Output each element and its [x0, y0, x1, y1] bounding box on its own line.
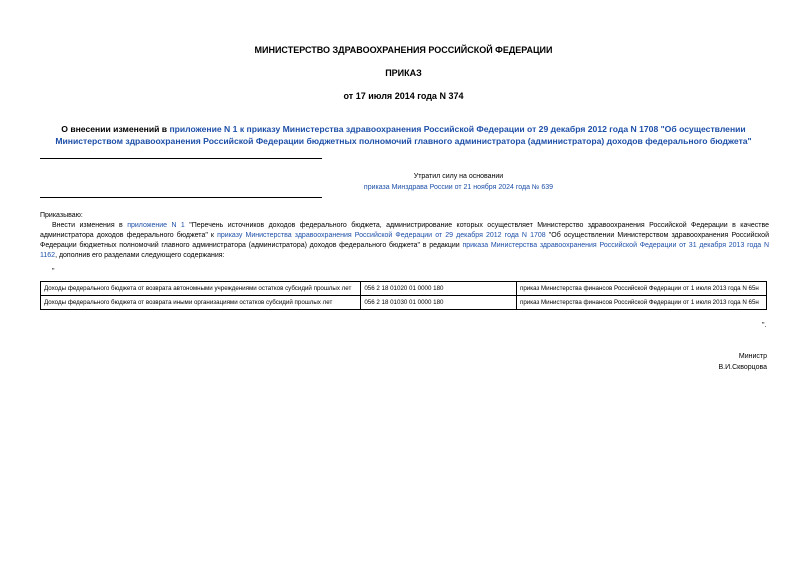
- document-date-number: от 17 июля 2014 года N 374: [343, 91, 464, 101]
- para-text-end: , дополнив его разделами следующего содержания:: [55, 252, 225, 259]
- income-description: Доходы федерального бюджета от возврата автономными учреждениями остатков субсидий прошлых лет: [41, 282, 361, 296]
- closing-quote: ".: [762, 322, 767, 329]
- body-paragraph: [40, 221, 769, 261]
- para-link-order-1708[interactable]: приказу Министерства здравоохранения Российской Федерации от 29 декабря 2012 года N 1708: [217, 232, 546, 239]
- legal-basis: приказ Министерства финансов Российской Федерации от 1 июля 2013 года N 65н: [517, 282, 767, 296]
- divider-top: [40, 158, 322, 159]
- status-note: [180, 171, 737, 193]
- divider-bottom: [40, 197, 322, 198]
- table-row: [41, 282, 767, 296]
- income-description: Доходы федерального бюджета от возврата иными организациями остатков субсидий прошлых лет: [41, 296, 361, 310]
- signature-name: В.И.Скворцова: [718, 364, 767, 371]
- document-type: ПРИКАЗ: [385, 68, 422, 78]
- signature-position: Министр: [738, 353, 767, 360]
- status-note-text: Утратил силу на основании: [413, 173, 504, 180]
- table-row: [41, 296, 767, 310]
- income-table: [40, 281, 767, 310]
- legal-basis: приказ Министерства финансов Российской Федерации от 1 июля 2013 года N 65н: [517, 296, 767, 310]
- para-text-mid1: "Перечень источников доходов федерального бюджета, администрирование которых осуществляет Министерство здравоохранения Российской Федерации в качестве администратора доходов федерального бюджета" к: [40, 222, 770, 239]
- ministry-heading: МИНИСТЕРСТВО ЗДРАВООХРАНЕНИЯ РОССИЙСКОЙ ФЕДЕРАЦИИ: [254, 45, 553, 55]
- body-intro: Приказываю:: [40, 212, 83, 219]
- para-text-start: Внести изменения в: [52, 222, 128, 229]
- budget-code: 056 2 18 01030 01 0000 180: [361, 296, 517, 310]
- document-title: [45, 123, 762, 147]
- para-link-appendix[interactable]: приложение N 1: [127, 222, 185, 229]
- title-link[interactable]: приложение N 1 к приказу Министерства здравоохранения Российской Федерации от 29 декабря 2012 года N 1708 "Об осуществлении Министерством здравоохранения Российской Федерации бюджетных полномочий главного администратора (администратора) доходов федерального бюджета": [55, 124, 752, 146]
- title-text: О внесении изменений в: [61, 124, 170, 134]
- para-link-order-1162[interactable]: приказа Министерства здравоохранения Российской Федерации от 31 декабря 2013 года N 1162: [40, 242, 769, 259]
- opening-quote: ": [52, 268, 55, 275]
- status-note-link[interactable]: приказа Минздрава России от 21 ноября 2024 года № 639: [363, 184, 554, 191]
- budget-code: 056 2 18 01020 01 0000 180: [361, 282, 517, 296]
- para-text-mid2: "Об осуществлении Министерством здравоохранения Российской Федерации бюджетных полномочий главного администратора (администратора) доходов федерального бюджета" в редакции: [40, 232, 769, 249]
